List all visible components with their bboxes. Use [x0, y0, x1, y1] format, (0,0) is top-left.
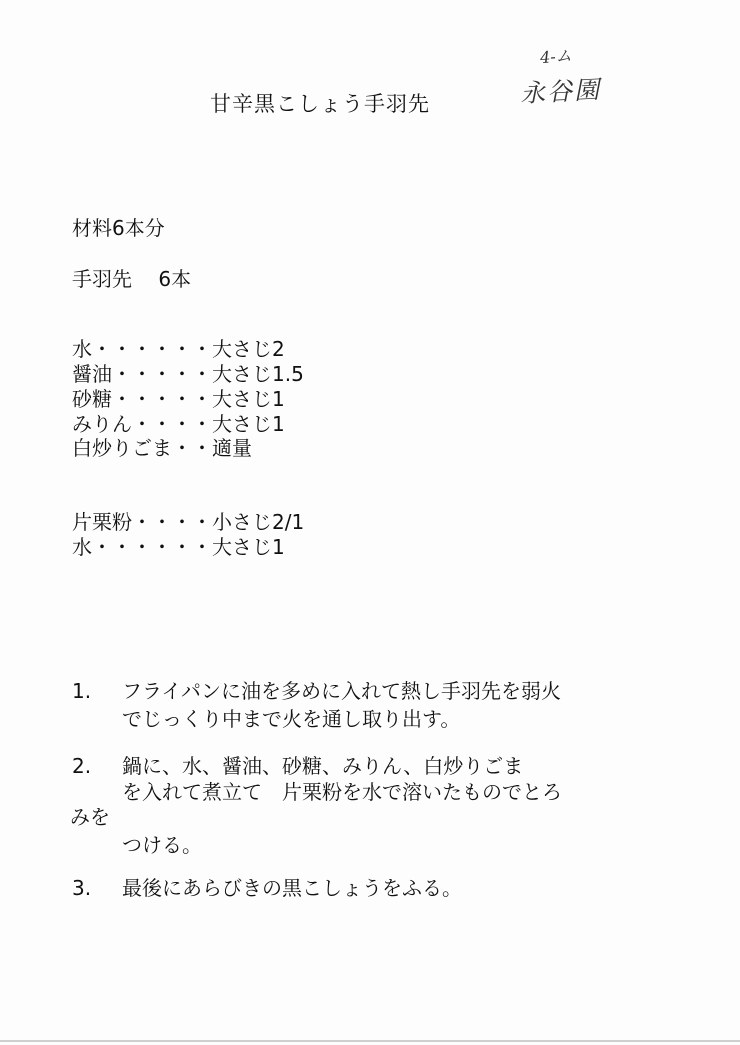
handwritten-class-label: 4-ム	[539, 45, 573, 68]
step-1	[72, 677, 692, 733]
step-number: 2.	[72, 754, 92, 778]
servings-heading: 材料6本分	[72, 216, 165, 240]
step-number: 3.	[72, 876, 92, 900]
main-ingredient: 手羽先 6本	[72, 267, 192, 291]
ingredient-line: 白炒りごま・・適量	[72, 436, 252, 460]
ingredient-line: みりん・・・・大さじ1	[72, 412, 285, 436]
step-text: つける。	[122, 833, 202, 857]
step-3	[72, 874, 692, 902]
scan-edge-rule	[0, 1040, 740, 1042]
step-text: でじっくり中まで火を通し取り出す。	[122, 707, 461, 731]
recipe-title: 甘辛黒こしょう手羽先	[210, 92, 430, 116]
handwritten-name: 永谷園	[519, 74, 602, 109]
step-text: 最後にあらびきの黒こしょうをふる。	[122, 876, 462, 900]
ingredient-line: 醤油・・・・・大さじ1.5	[72, 362, 304, 386]
step-number: 1.	[72, 679, 92, 703]
ingredient-line: 水・・・・・・大さじ2	[72, 337, 285, 361]
step-text: 鍋に、水、醤油、砂糖、みりん、白炒りごま	[122, 754, 524, 778]
step-text: フライパンに油を多めに入れて熱し手羽先を弱火	[122, 679, 561, 703]
step-text: みを	[70, 805, 110, 829]
step-text: を入れて煮立て 片栗粉を水で溶いたものでとろ	[122, 780, 562, 804]
ingredient-line: 片栗粉・・・・小さじ2/1	[72, 510, 305, 534]
step-2	[72, 752, 692, 860]
ingredient-line: 水・・・・・・大さじ1	[72, 535, 285, 559]
ingredient-line: 砂糖・・・・・大さじ1	[72, 387, 285, 411]
